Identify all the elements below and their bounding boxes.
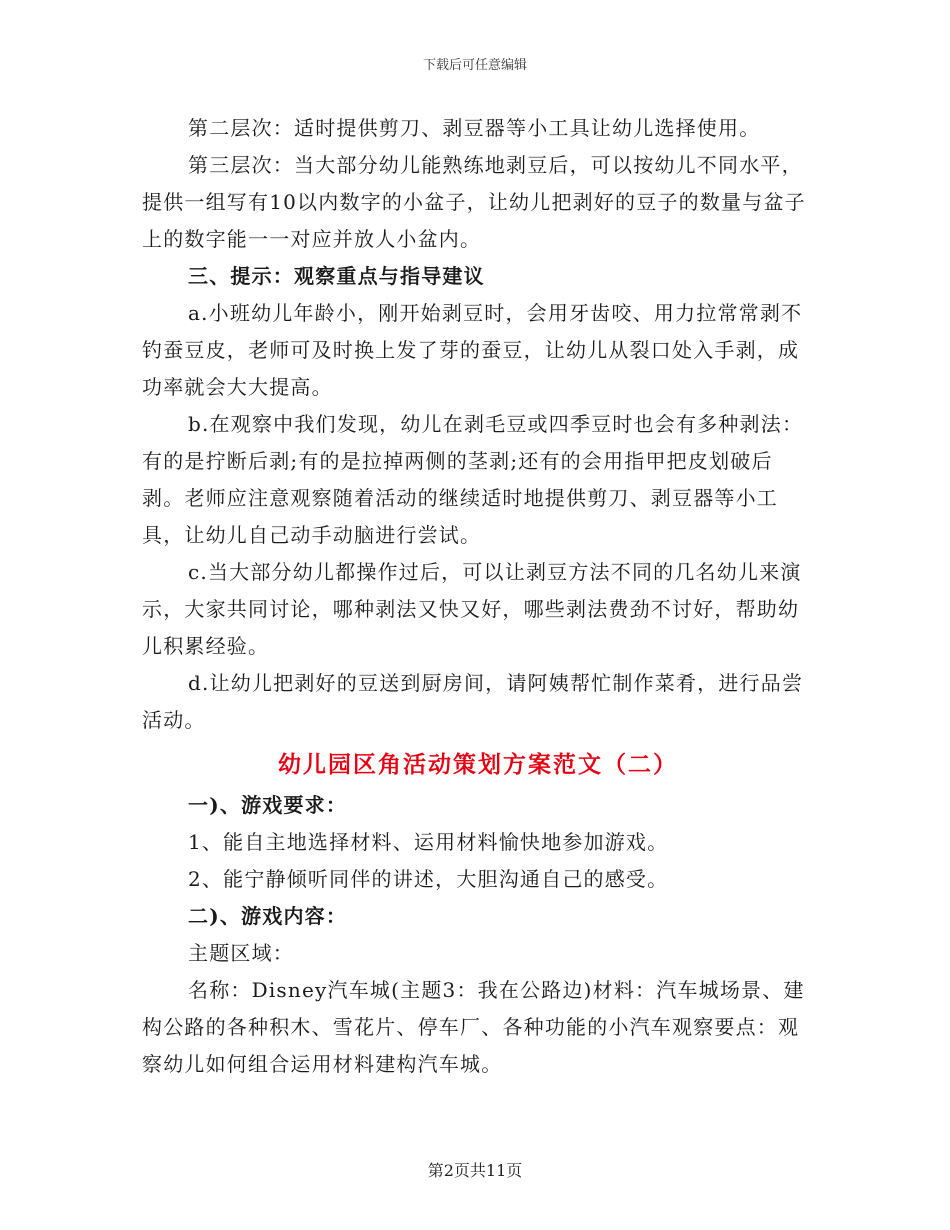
section-title: 幼儿园区角活动策划方案范文（二） [278, 751, 678, 778]
activity-name-description: 名称：Disney汽车城(主题3：我在公路边)材料：汽车城场景、建构公路的各种积木、雪花片、停车厂、各种功能的小汽车观察要点：观察幼儿如何组合运用材料建构汽车城。 [142, 978, 805, 1076]
tip-d: d.让幼儿把剥好的豆送到厨房间，请阿姨帮忙制作菜肴，进行品尝活动。 [142, 671, 804, 732]
heading-game-content: 二)、游戏内容： [188, 904, 348, 928]
tip-a: a.小班幼儿年龄小，刚开始剥豆时，会用牙齿咬、用力拉常常剥不钓蚕豆皮，老师可及时换上发了芽的蚕豆，让幼儿从裂口处入手剥，成功率就会大大提高。 [142, 301, 803, 399]
paragraph-level-2: 第二层次：适时提供剪刀、剥豆器等小工具让幼儿选择使用。 [188, 116, 761, 140]
page-footer: 第2页共11页 [427, 1161, 523, 1180]
requirement-2: 2、能宁静倾听同伴的讲述，大胆沟通自己的感受。 [188, 867, 669, 891]
page-header: 下载后可任意编辑 [422, 58, 527, 73]
theme-area-label: 主题区域： [188, 941, 294, 965]
paragraph-level-3: 第三层次：当大部分幼儿能熟练地剥豆后，可以按幼儿不同水平，提供一组写有10以内数字的小盆子，让幼儿把剥好的豆子的数量与盆子上的数字能一一对应并放人小盆内。 [142, 153, 806, 251]
tip-b: b.在观察中我们发现，幼儿在剥毛豆或四季豆时也会有多种剥法：有的是拧断后剥;有的是拉掉两侧的茎剥;还有的会用指甲把皮划破后剥。老师应注意观察随着活动的继续适时地提供剪刀、剥豆器等小工具，让幼儿自己动手动脑进行尝试。 [142, 412, 804, 547]
heading-game-requirements: 一)、游戏要求： [188, 793, 348, 817]
tip-c: c.当大部分幼儿都操作过后，可以让剥豆方法不同的几名幼儿来演示，大家共同讨论，哪种剥法又快又好，哪些剥法费劲不讨好，帮助幼儿积累经验。 [142, 560, 802, 658]
requirement-1: 1、能自主地选择材料、运用材料愉快地参加游戏。 [188, 830, 669, 854]
heading-tips: 三、提示：观察重点与指导建议 [188, 264, 485, 288]
document-body [142, 110, 814, 1083]
